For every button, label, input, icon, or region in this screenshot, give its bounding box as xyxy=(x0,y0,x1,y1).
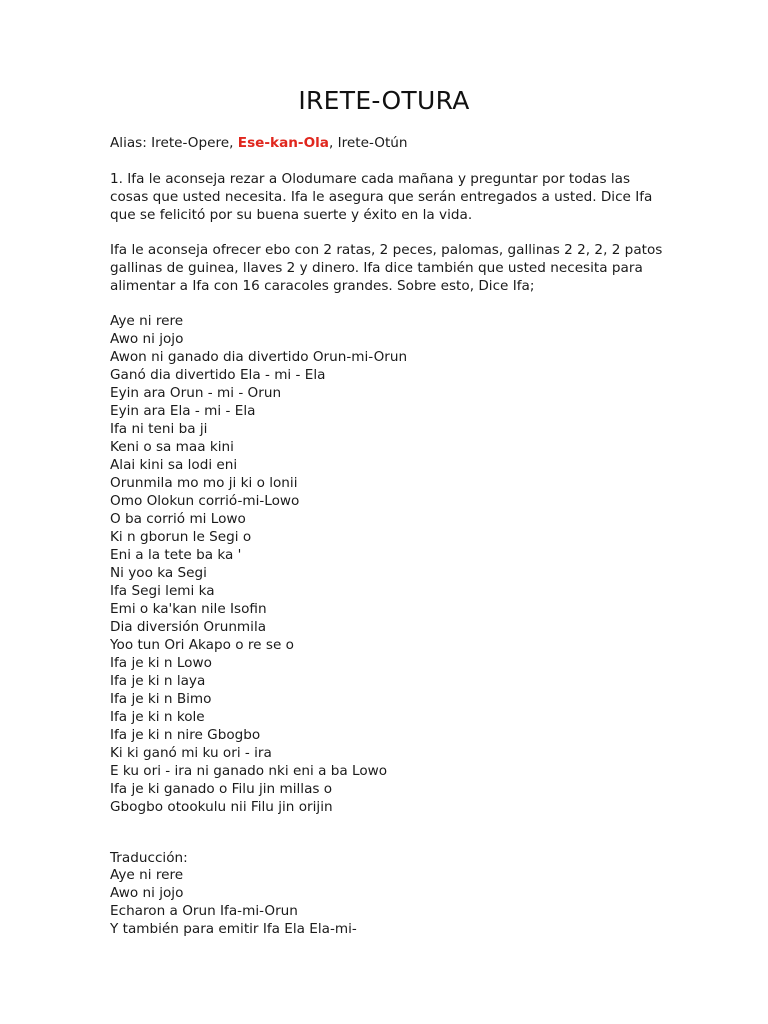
verse-line: O ba corrió mi Lowo xyxy=(110,511,246,527)
verse-line: Emi o ka'kan nile Isofin xyxy=(110,601,267,617)
verse-line: Ifa ni teni ba ji xyxy=(110,421,208,437)
alias-suffix: , Irete-Otún xyxy=(328,135,408,151)
page-title: IRETE-OTURA xyxy=(298,86,470,115)
verse-line: Ifa je ki n nire Gbogbo xyxy=(110,727,261,743)
verse-line: Orunmila mo mo ji ki o lonii xyxy=(110,475,298,491)
verse-line: E ku ori - ira ni ganado nki eni a ba Lowo xyxy=(110,763,388,779)
verse-line: Ifa je ki n kole xyxy=(110,709,205,725)
verse-line: Keni o sa maa kini xyxy=(110,439,234,455)
verse-line: Awon ni ganado dia divertido Orun-mi-Orun xyxy=(110,349,408,365)
verse-line: Eyin ara Ela - mi - Ela xyxy=(110,403,256,419)
verse-line: Ifa je ki ganado o Filu jin millas o xyxy=(110,781,333,797)
verse-line: Eyin ara Orun - mi - Orun xyxy=(110,385,282,401)
verse-line: Ifa je ki n laya xyxy=(110,673,206,689)
verse-line: Ni yoo ka Segi xyxy=(110,565,207,581)
verse-line: Awo ni jojo xyxy=(110,331,184,347)
verse-line: Ki n gborun le Segi o xyxy=(110,529,252,545)
translation-block xyxy=(110,866,670,938)
verse-line: Gbogbo otookulu nii Filu jin orijin xyxy=(110,799,333,815)
translation-line: Aye ni rere xyxy=(110,867,184,883)
alias-line xyxy=(110,134,670,152)
translation-heading: Traducción: xyxy=(110,850,188,866)
verse-line: Ki ki ganó mi ku ori - ira xyxy=(110,745,272,761)
paragraph-1: 1. Ifa le aconseja rezar a Olodumare cada mañana y preguntar por todas las cosas que usted necesita. Ifa le asegura que serán entregados a usted. Dice Ifa que se felicitó por su buena suerte y éxito en la vida. xyxy=(110,171,653,223)
alias-prefix: Alias: Irete-Opere, xyxy=(110,135,238,151)
verse-line: Ifa Segi lemi ka xyxy=(110,583,215,599)
verse-line: Dia diversión Orunmila xyxy=(110,619,267,635)
paragraph-2: Ifa le aconseja ofrecer ebo con 2 ratas, 2 peces, palomas, gallinas 2 2, 2, 2 patos gallinas de guinea, llaves 2 y dinero. Ifa dice también que usted necesita para alimentar a Ifa con 16 caracoles grandes. Sobre esto, Dice Ifa; xyxy=(110,242,663,294)
translation-line: Y también para emitir Ifa Ela Ela-mi- xyxy=(110,921,357,937)
verse-line: Yoo tun Ori Akapo o re se o xyxy=(110,637,294,653)
translation-line: Awo ni jojo xyxy=(110,885,184,901)
verse-line: Ganó dia divertido Ela - mi - Ela xyxy=(110,367,326,383)
verse-line: Ifa je ki n Lowo xyxy=(110,655,212,671)
verse-block xyxy=(110,312,670,816)
alias-highlight: Ese-kan-Ola xyxy=(237,135,329,151)
verse-line: Omo Olokun corrió-mi-Lowo xyxy=(110,493,300,509)
translation-line: Echaron a Orun Ifa-mi-Orun xyxy=(110,903,298,919)
verse-line: Ifa je ki n Bimo xyxy=(110,691,212,707)
verse-line: Eni a la tete ba ka ' xyxy=(110,547,242,563)
verse-line: Alai kini sa lodi eni xyxy=(110,457,238,473)
verse-line: Aye ni rere xyxy=(110,313,184,329)
